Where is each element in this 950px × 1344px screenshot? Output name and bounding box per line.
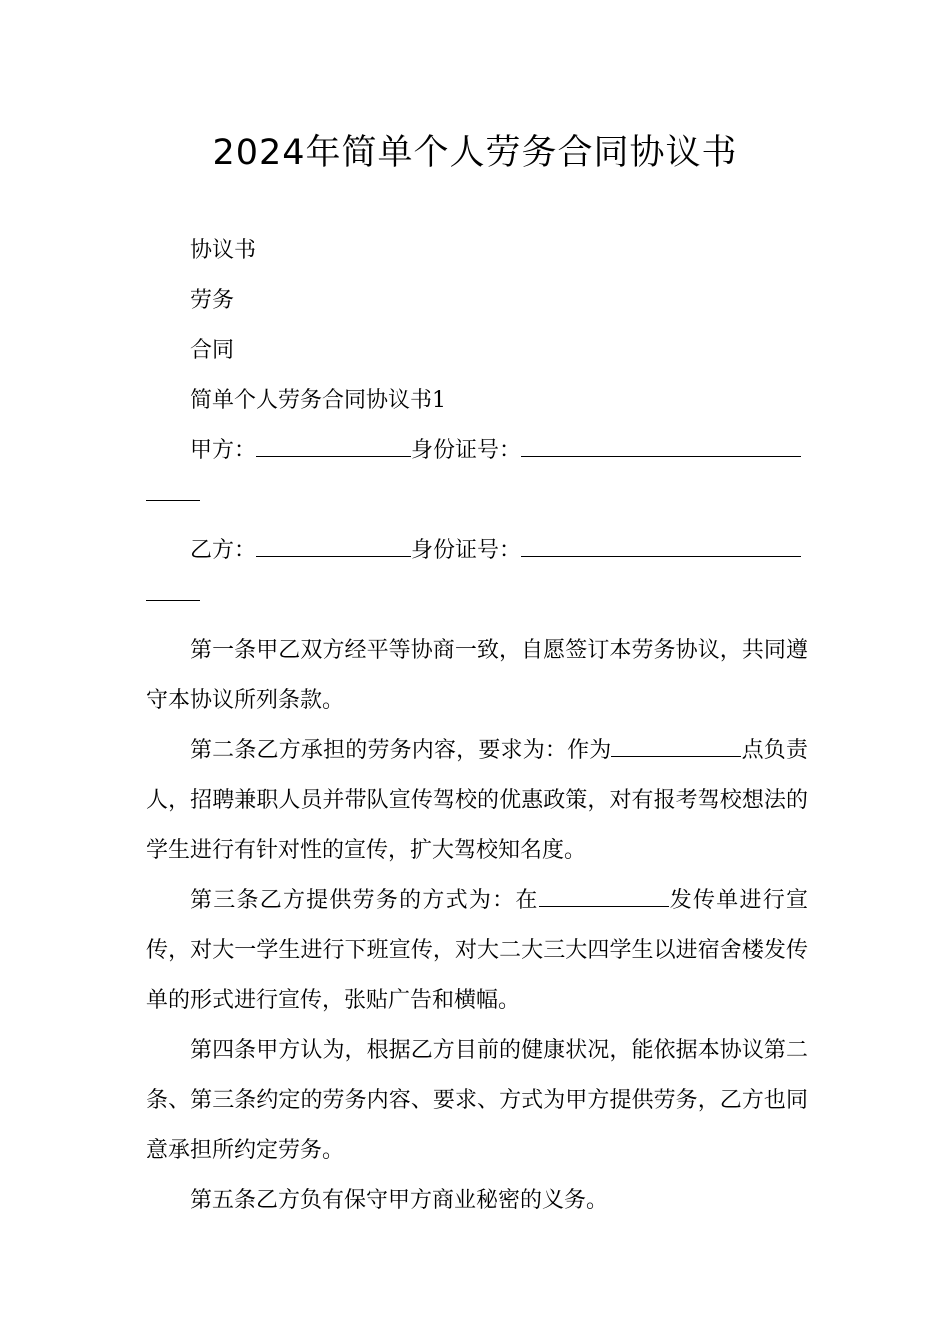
- document-body: [146, 226, 808, 1226]
- party-b-id-blank-tail: [146, 576, 200, 601]
- article-1: 第一条甲乙双方经平等协商一致，自愿签订本劳务协议，共同遵守本协议所列条款。: [146, 638, 808, 713]
- party-a-id-blank: [521, 438, 801, 457]
- party-b-name-blank: [256, 538, 411, 557]
- article-3-text-after: 发传单进行宣传，对大一学生进行下班宣传，对大二大三大四学生以进宿舍楼发传单的形式进行宣传，张贴广告和横幅。: [146, 888, 808, 1013]
- document-title: 2024年简单个人劳务合同协议书: [212, 133, 738, 173]
- party-a-label: 甲方：: [190, 438, 257, 463]
- document-subtitle: 简单个人劳务合同协议书1: [190, 388, 446, 413]
- article-3: [146, 876, 808, 1026]
- article-2: [146, 726, 808, 876]
- party-b-label: 乙方：: [190, 538, 257, 563]
- article-3-text-before: 第三条乙方提供劳务的方式为：在: [190, 888, 539, 913]
- keyword-contract: 合同: [190, 338, 235, 363]
- party-b-line: [146, 526, 808, 626]
- party-a-line: [146, 426, 808, 526]
- article-2-text-after: 点负责人，招聘兼职人员并带队宣传驾校的优惠政策，对有报考驾校想法的学生进行有针对性的宣传，扩大驾校知名度。: [146, 738, 808, 863]
- article-2-text-before: 第二条乙方承担的劳务内容，要求为：作为: [190, 738, 612, 763]
- party-a-id-label: 身份证号：: [411, 438, 522, 463]
- party-b-id-blank: [521, 538, 801, 557]
- keyword-agreement: 协议书: [190, 238, 257, 263]
- article-5: 第五条乙方负有保守甲方商业秘密的义务。: [190, 1188, 609, 1213]
- article-3-blank: [539, 888, 669, 907]
- article-2-blank: [611, 738, 741, 757]
- keyword-labor: 劳务: [190, 288, 235, 313]
- party-a-name-blank: [256, 438, 411, 457]
- article-4: 第四条甲方认为，根据乙方目前的健康状况，能依据本协议第二条、第三条约定的劳务内容、要求、方式为甲方提供劳务，乙方也同意承担所约定劳务。: [146, 1038, 808, 1163]
- party-a-id-blank-tail: [146, 476, 200, 501]
- party-b-id-label: 身份证号：: [411, 538, 522, 563]
